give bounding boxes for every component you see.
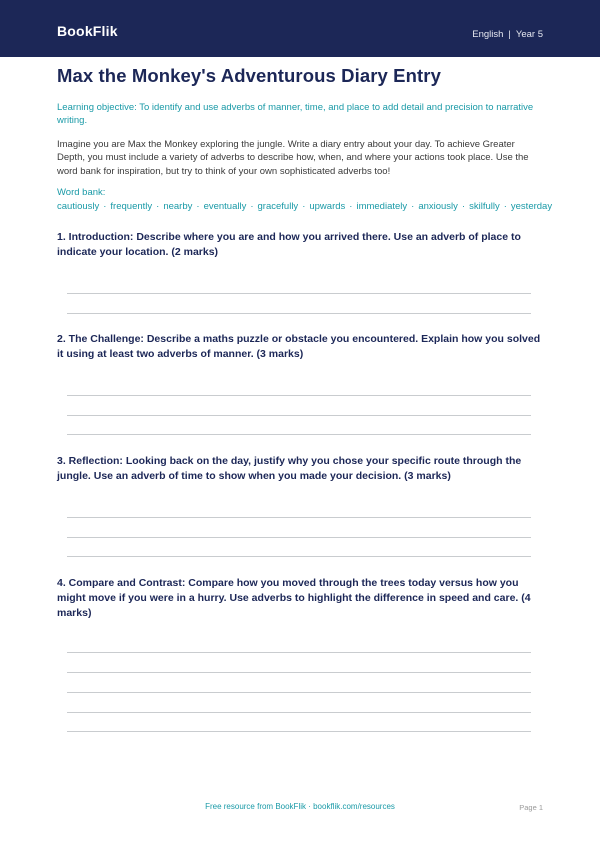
answer-line[interactable] <box>67 434 531 435</box>
word-bank-separator: · <box>302 200 306 212</box>
brand-logo[interactable]: BookFlik <box>57 23 118 39</box>
word-bank-word: yesterday <box>510 200 553 212</box>
answer-line[interactable] <box>67 293 531 294</box>
word-bank-label: Word bank: <box>57 187 106 198</box>
header-meta <box>472 29 543 40</box>
word-bank-separator: · <box>503 200 507 212</box>
word-bank-separator: · <box>156 200 160 212</box>
answer-line[interactable] <box>67 556 531 557</box>
answer-line[interactable] <box>67 537 531 538</box>
learning-objective: Learning objective: To identify and use adverbs of manner, time, and place to add detail and precision to narrative writing. <box>57 102 534 126</box>
word-bank-word: upwards <box>309 200 346 212</box>
answer-line[interactable] <box>67 395 531 396</box>
answer-line[interactable] <box>67 415 531 416</box>
footer-resource-link[interactable]: Free resource from BookFlik · bookflik.com/resources <box>205 802 395 811</box>
word-bank-word: immediately <box>356 200 408 212</box>
word-bank-word: frequently <box>110 200 153 212</box>
year-label: Year 5 <box>515 29 543 40</box>
answer-line[interactable] <box>67 517 531 518</box>
word-bank-word: eventually <box>203 200 247 212</box>
answer-line[interactable] <box>67 731 531 732</box>
word-bank-separator: · <box>461 200 466 212</box>
question-3: 3. Reflection: Looking back on the day, justify why you chose your specific route through the jungle. Use an adverb of time to show when you made your decision. (3 marks) <box>57 455 522 482</box>
word-bank-word: skilfully <box>469 200 500 212</box>
subject-label: English <box>472 29 504 40</box>
page-number: Page 1 <box>519 803 543 812</box>
intro-paragraph: Imagine you are Max the Monkey exploring the jungle. Write a diary entry about your day. To achieve Greater Depth, you must include a variety of adverbs to describe how, when, and where your actions took place. Use the word bank for inspiration, but try to think of your own sophisticated adverbs too! <box>57 139 529 177</box>
word-bank-separator: · <box>349 200 353 212</box>
question-4: 4. Compare and Contrast: Compare how you moved through the trees today versus how you might move if you were in a hurry. Use adverbs to highlight the difference in speed and care. (4 marks) <box>57 577 531 619</box>
word-bank-word: nearby <box>163 200 193 212</box>
question-1: 1. Introduction: Describe where you are and how you arrived there. Use an adverb of place to indicate your location. (2 marks) <box>57 231 521 258</box>
word-bank-separator: · <box>250 200 254 212</box>
question-2: 2. The Challenge: Describe a maths puzzle or obstacle you encountered. Explain how you solved it using at least two adverbs of manner. (3 marks) <box>57 333 541 360</box>
word-bank <box>57 186 553 213</box>
word-bank-word: gracefully <box>257 200 299 212</box>
answer-line[interactable] <box>67 313 531 314</box>
header-separator: | <box>508 29 511 40</box>
word-bank-word: anxiously <box>418 200 458 212</box>
page-header <box>0 0 600 57</box>
word-bank-separator: · <box>196 200 200 212</box>
word-bank-separator: · <box>103 200 107 212</box>
answer-line[interactable] <box>67 712 531 713</box>
answer-line[interactable] <box>67 652 531 653</box>
page-title: Max the Monkey's Adventurous Diary Entry <box>57 65 441 86</box>
word-bank-word: cautiously <box>57 200 100 212</box>
answer-line[interactable] <box>67 692 531 693</box>
word-bank-separator: · <box>411 200 415 212</box>
answer-line[interactable] <box>67 672 531 673</box>
